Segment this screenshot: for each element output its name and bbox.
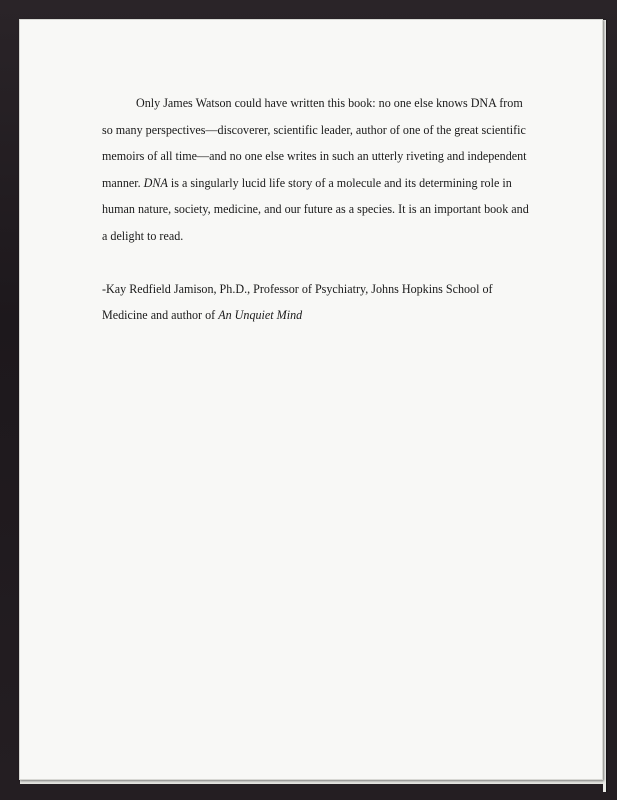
quote-line: human nature, society, medicine, and our future as a species. It is an important book and [102,202,529,216]
quote-line: so many perspectives—discoverer, scientific leader, author of one of the great scientific [102,122,526,137]
quote-text: manner. [102,175,144,190]
attribution-paragraph [102,276,522,329]
quote-line: memoirs of all time—and no one else writes in such an utterly riveting and independent [102,149,527,163]
quote-line: a delight to read. [102,228,184,243]
quote-text: is a singularly lucid life story of a molecule and its determining role in [167,175,512,190]
attribution-text: Medicine and author of [102,308,219,322]
quote-line: Only James Watson could have written this book: no one else knows DNA from [136,96,523,110]
paper-edge [603,20,606,792]
quote-line [102,170,522,197]
attribution-line: -Kay Redfield Jamison, Ph.D., Professor of Psychiatry, Johns Hopkins School of [102,281,493,296]
attribution-line [102,302,522,329]
book-title-italic: An Unquiet Mind [218,308,303,322]
paper-edge [20,780,603,784]
book-title-italic: DNA [143,175,168,190]
document-text [102,90,529,329]
quote-paragraph [102,90,529,249]
